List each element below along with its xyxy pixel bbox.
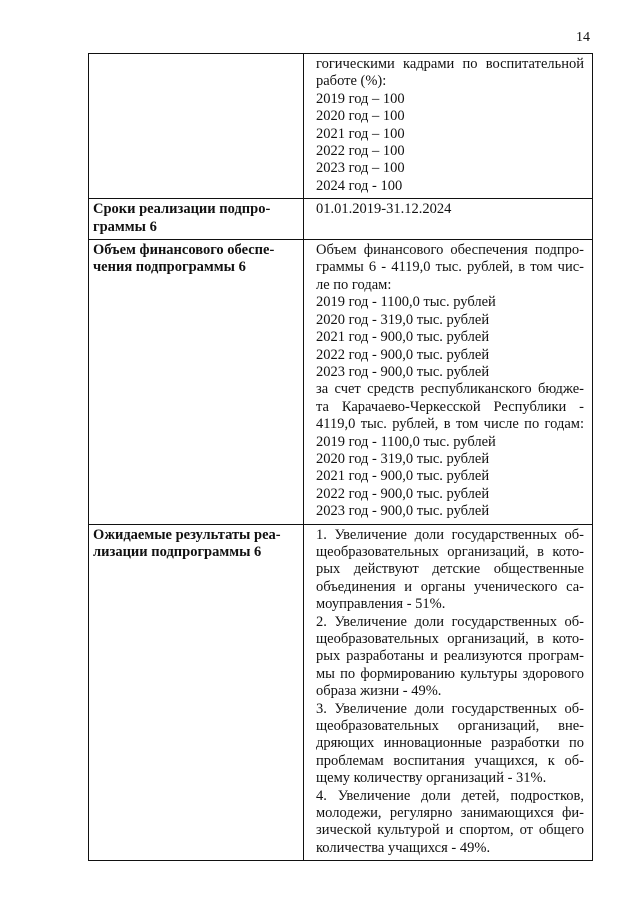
- row-value-line: количества учащихся - 49%.: [316, 839, 491, 856]
- row-value-line: щеобразовательных организаций, в кото-: [316, 631, 584, 647]
- row-value-line: 2023 год – 100: [316, 160, 405, 177]
- row-label-cell: [89, 524, 304, 861]
- row-value-cell: [304, 524, 593, 861]
- row-value-line: 4119,0 тыс. рублей, в том числе по годам:: [316, 416, 584, 433]
- row-value-line: объединения и органы ученического са-: [316, 578, 584, 595]
- row-value-line: рых действуют детские общественные: [316, 561, 584, 578]
- table-body: [89, 54, 593, 861]
- row-value-line: 4. Увеличение доли детей, подростков,: [316, 787, 584, 804]
- row-value-line: 2019 год - 1100,0 тыс. рублей: [316, 433, 496, 450]
- row-value-line: 2023 год - 900,0 тыс. рублей: [316, 363, 490, 380]
- row-value-line: 1. Увеличение доли государственных об-: [316, 526, 584, 543]
- row-value-cell: [304, 240, 593, 525]
- row-value-line: 2021 год - 900,0 тыс. рублей: [316, 329, 490, 346]
- expected-results-row: [89, 524, 593, 861]
- row-label-cell: [89, 240, 304, 525]
- row-value-line: 01.01.2019-31.12.2024: [316, 201, 452, 218]
- row-value-line: 2023 год - 900,0 тыс. рублей: [316, 503, 490, 520]
- row-value-line: 2022 год - 900,0 тыс. рублей: [316, 485, 490, 502]
- row-label-cell: [89, 199, 304, 240]
- row-value-line: мы по формированию культуры здорового: [316, 665, 584, 682]
- row-value-line: 2022 год - 900,0 тыс. рублей: [316, 346, 490, 363]
- row-value-line: рых разработаны и реализуются програм-: [316, 648, 584, 665]
- row-value-line: 2020 год – 100: [316, 108, 405, 125]
- funding-volume-row: [89, 240, 593, 525]
- row-value-line: 2020 год - 319,0 тыс. рублей: [316, 450, 490, 467]
- row-label-cell: [89, 54, 304, 199]
- row-value-line: работе (%):: [316, 73, 387, 90]
- row-value-line: проблемам воспитания учащихся, к об-: [316, 752, 584, 769]
- row-value-line: 2019 год - 1100,0 тыс. рублей: [316, 294, 496, 311]
- row-value-line: щему количеству организаций - 31%.: [316, 770, 547, 787]
- row-label-line: чения подпрограммы 6: [93, 259, 246, 276]
- row-label-line: Сроки реализации подпро-: [93, 201, 271, 218]
- row-value-line: моуправления - 51%.: [316, 596, 446, 613]
- page-number: 14: [576, 30, 590, 45]
- row-value-line: 3. Увеличение доли государственных об-: [316, 700, 584, 717]
- row-value-line: за счет средств республиканского бюдже-: [316, 381, 584, 398]
- row-value-line: щеобразовательных организаций, вне-: [316, 718, 584, 735]
- row-value-line: 2. Увеличение доли государственных об-: [316, 613, 584, 630]
- subprogram-passport-table: [88, 53, 593, 861]
- row-value-line: 2021 год - 900,0 тыс. рублей: [316, 468, 490, 485]
- row-value-line: молодежи, регулярно занимающихся фи-: [316, 805, 584, 822]
- row-value-line: 2020 год - 319,0 тыс. рублей: [316, 311, 490, 328]
- row-value-cell: [304, 54, 593, 199]
- row-label-line: лизации подпрограммы 6: [93, 543, 262, 560]
- row-value-line: щеобразовательных организаций, в кото-: [316, 543, 584, 560]
- row-value-line: образа жизни - 49%.: [316, 683, 442, 700]
- row-value-cell: [304, 199, 593, 240]
- row-label-line: Ожидаемые результаты реа-: [93, 526, 281, 543]
- row-value-line: 2024 год - 100: [316, 177, 403, 194]
- row-value-line: граммы 6 - 4119,0 тыс. рублей, в том чис-: [316, 259, 584, 276]
- row-value-line: 2022 год – 100: [316, 143, 405, 160]
- indicator-continuation-row: [89, 54, 593, 199]
- row-value-line: 2021 год – 100: [316, 125, 405, 142]
- row-value-line: зической культурой и спортом, от общего: [316, 822, 584, 839]
- row-value-line: дряющих инновационные разработки по: [316, 735, 584, 752]
- row-value-line: Объем финансового обеспечения подпро-: [316, 242, 584, 259]
- row-value-line: 2019 год – 100: [316, 90, 405, 107]
- row-value-line: гогическими кадрами по воспитательной: [316, 56, 584, 72]
- row-value-line: ле по годам:: [316, 276, 392, 293]
- row-label-line: Объем финансового обеспе-: [93, 242, 275, 259]
- row-value-line: та Карачаево-Черкесской Республики -: [316, 398, 584, 415]
- row-label-line: граммы 6: [93, 218, 157, 235]
- implementation-period-row: [89, 199, 593, 240]
